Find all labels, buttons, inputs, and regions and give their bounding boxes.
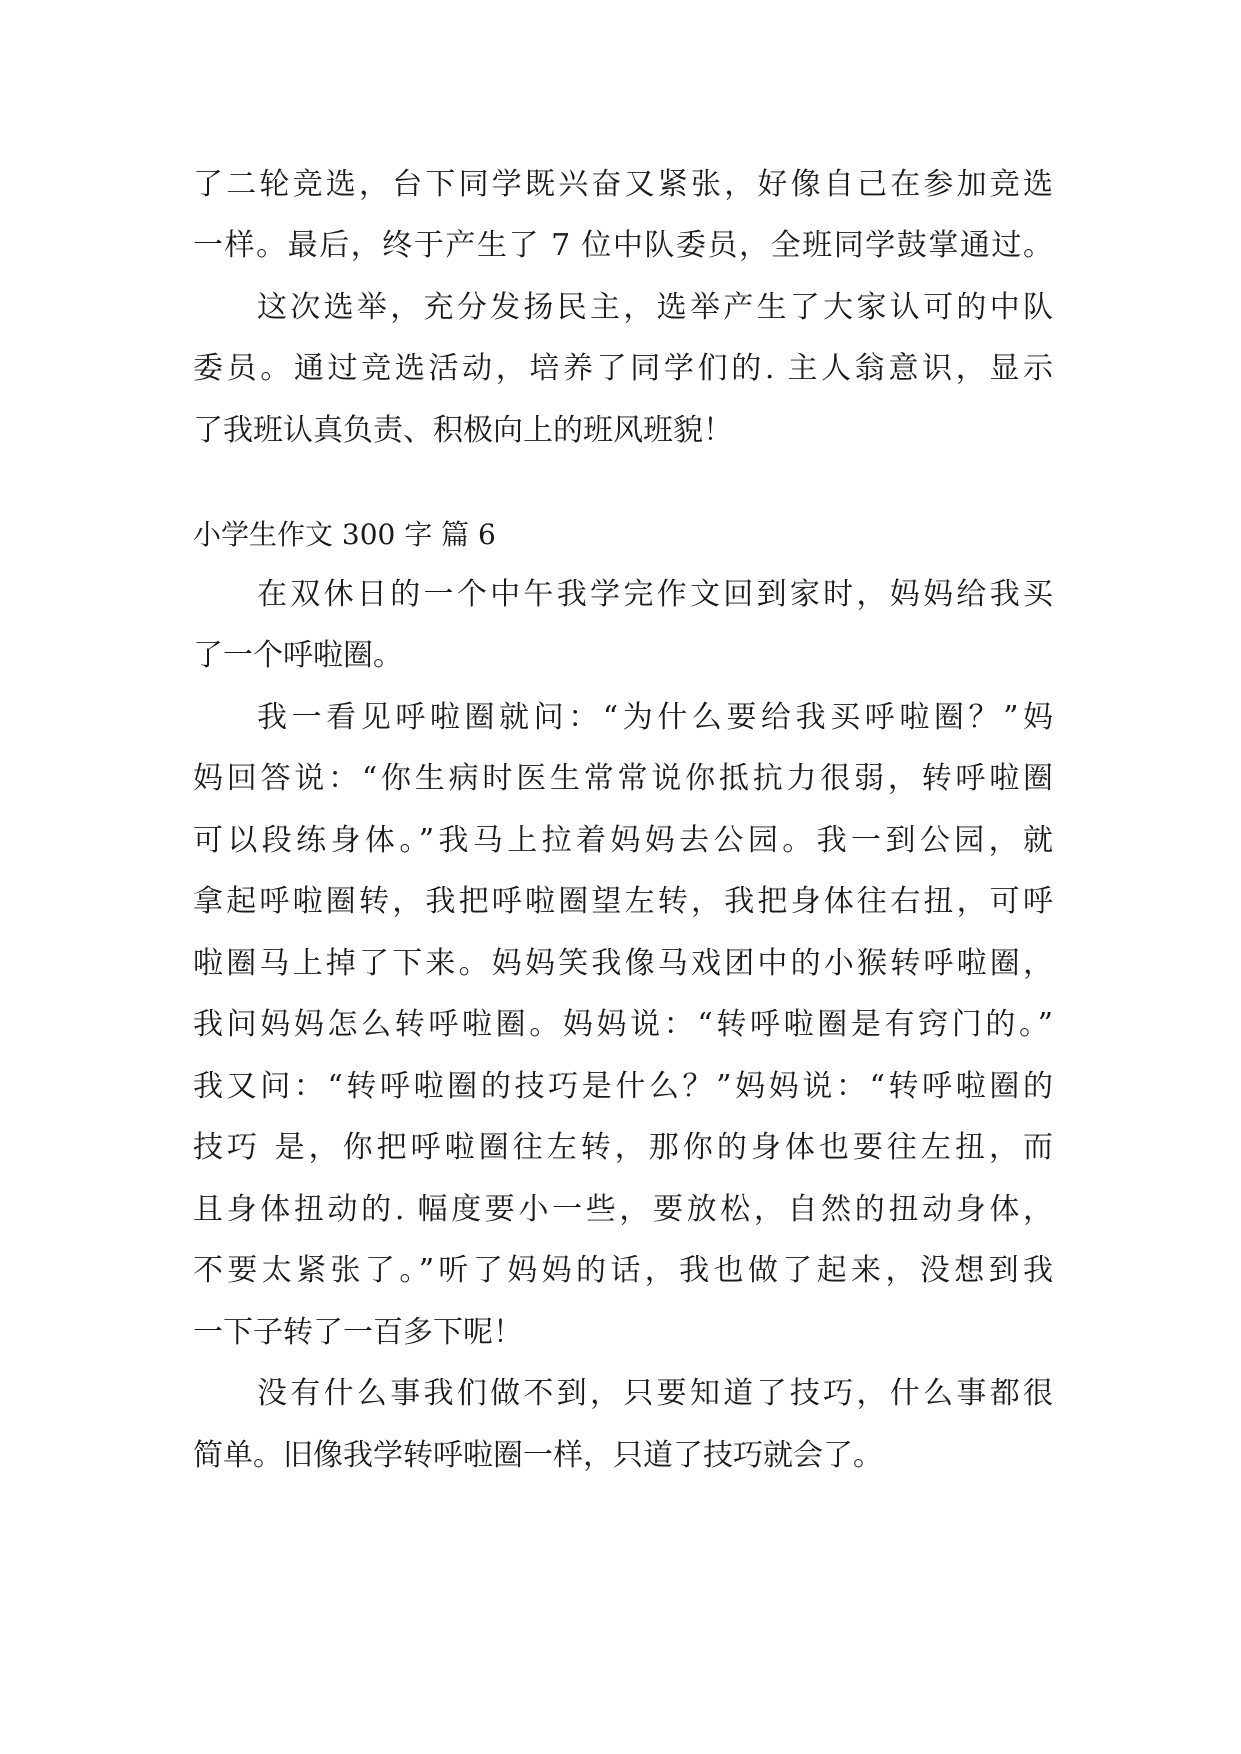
paragraph-line: 了一个呼啦圈。	[193, 638, 403, 673]
paragraph-line: 一样。最后，终于产生了 7 位中队委员，全班同学鼓掌通过。	[193, 228, 1053, 263]
paragraph-line: 我又问：“转呼啦圈的技巧是什么？”妈妈说：“转呼啦圈的	[193, 1069, 1053, 1104]
paragraph-line: 没有什么事我们做不到，只要知道了技巧，什么事都很	[257, 1376, 1053, 1411]
paragraph-line: 我问妈妈怎么转呼啦圈。妈妈说：“转呼啦圈是有窍门的。”	[193, 1007, 1053, 1042]
paragraph-line: 在双休日的一个中午我学完作文回到家时，妈妈给我买	[257, 577, 1053, 612]
paragraph-line: 不要太紧张了。”听了妈妈的话，我也做了起来，没想到我	[193, 1253, 1053, 1288]
paragraph-line: 啦圈马上掉了下来。妈妈笑我像马戏团中的小猴转呼啦圈，	[193, 946, 1053, 981]
paragraph-line: 技巧 是，你把呼啦圈往左转，那你的身体也要往左扭，而	[193, 1130, 1053, 1165]
paragraph-line: 委员。通过竞选活动，培养了同学们的. 主人翁意识，显示	[193, 351, 1053, 386]
paragraph-line: 拿起呼啦圈转，我把呼啦圈望左转，我把身体往右扭，可呼	[193, 884, 1053, 919]
section-heading: 小学生作文 300 字 篇 6	[193, 518, 496, 551]
paragraph-line: 这次选举，充分发扬民主，选举产生了大家认可的中队	[257, 290, 1053, 325]
paragraph-line: 了我班认真负责、积极向上的班风班貌！	[193, 413, 733, 448]
paragraph-line: 一下子转了一百多下呢！	[193, 1315, 523, 1350]
paragraph-line: 简单。旧像我学转呼啦圈一样，只道了技巧就会了。	[193, 1438, 883, 1473]
paragraph-line: 我一看见呼啦圈就问：“为什么要给我买呼啦圈？”妈	[257, 700, 1053, 735]
paragraph-line: 了二轮竞选，台下同学既兴奋又紧张，好像自己在参加竞选	[193, 167, 1053, 202]
paragraph-line: 且身体扭动的. 幅度要小一些，要放松，自然的扭动身体，	[193, 1192, 1053, 1227]
paragraph-line: 可以段练身体。”我马上拉着妈妈去公园。我一到公园，就	[193, 823, 1053, 858]
paragraph-line: 妈回答说：“你生病时医生常常说你抵抗力很弱，转呼啦圈	[193, 761, 1053, 796]
